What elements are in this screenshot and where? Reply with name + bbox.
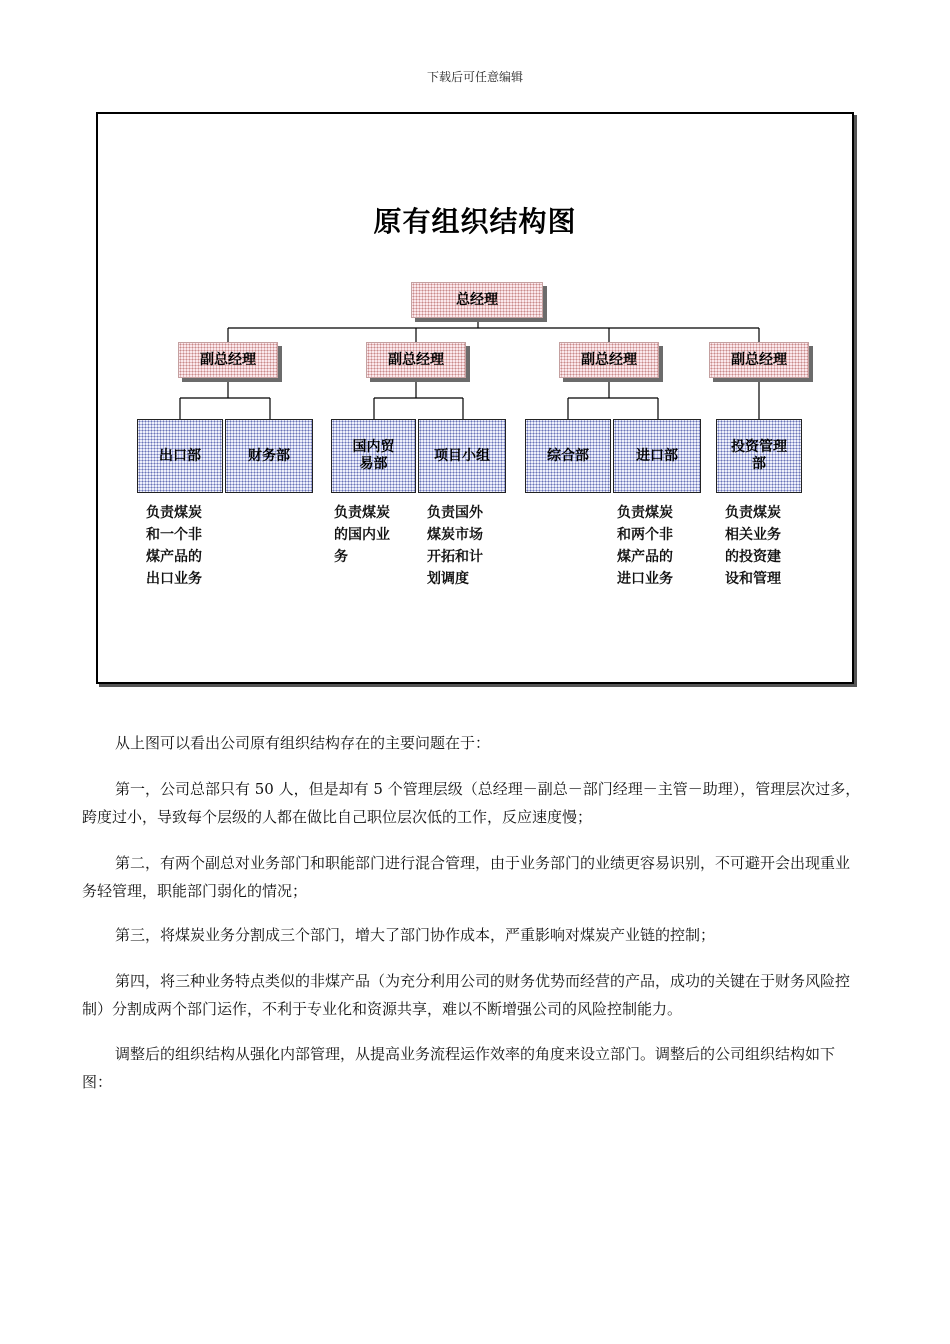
- department-node: 国内贸易部: [331, 419, 416, 493]
- department-node: 财务部: [225, 419, 313, 493]
- body-paragraph: 第三，将煤炭业务分割成三个部门，增大了部门协作成本，严重影响对煤炭产业链的控制；: [115, 926, 716, 944]
- org-chart-title: 原有组织结构图: [373, 205, 577, 238]
- department-description: 负责煤炭 的国内业 务: [334, 505, 390, 565]
- department-node: 综合部: [525, 419, 611, 493]
- body-paragraph: 第二，有两个副总对业务部门和职能部门进行混合管理，由于业务部门的业绩更容易识别，不可避开会出现重业务轻管理，职能部门弱化的情况；: [82, 854, 851, 900]
- body-paragraph: 第一，公司总部只有 50 人，但是却有 5 个管理层级（总经理－副总－部门经理－主管－助理），管理层次过多，跨度过小，导致每个层级的人都在做比自己职位层次低的工作，反应速度慢；: [82, 780, 861, 826]
- body-paragraph: 调整后的组织结构从强化内部管理，从提高业务流程运作效率的角度来设立部门。调整后的公司组织结构如下图：: [82, 1045, 836, 1091]
- body-paragraph: 第四，将三种业务特点类似的非煤产品（为充分利用公司的财务优势而经营的产品，成功的关键在于财务风险控制）分割成两个部门运作，不利于专业化和资源共享，难以不断增强公司的风险控制能力。: [82, 972, 851, 1018]
- general-manager-node: 总经理: [411, 282, 543, 318]
- department-description: 负责国外 煤炭市场 开拓和计 划调度: [427, 505, 483, 587]
- org-chart-connectors: [98, 114, 852, 682]
- page-header: 下载后可任意编辑: [426, 70, 523, 84]
- body-paragraph: 从上图可以看出公司原有组织结构存在的主要问题在于：: [115, 734, 491, 752]
- deputy-manager-node: 副总经理: [178, 342, 278, 378]
- department-node: 投资管理部: [716, 419, 802, 493]
- department-description: 负责煤炭 和一个非 煤产品的 出口业务: [146, 505, 202, 587]
- deputy-manager-node: 副总经理: [709, 342, 809, 378]
- department-node: 项目小组: [418, 419, 506, 493]
- deputy-manager-node: 副总经理: [366, 342, 466, 378]
- org-chart-figure: [96, 112, 854, 684]
- department-description: 负责煤炭 和两个非 煤产品的 进口业务: [617, 505, 673, 587]
- deputy-manager-node: 副总经理: [559, 342, 659, 378]
- department-description: 负责煤炭 相关业务 的投资建 设和管理: [725, 505, 781, 587]
- department-node: 进口部: [613, 419, 701, 493]
- department-node: 出口部: [137, 419, 223, 493]
